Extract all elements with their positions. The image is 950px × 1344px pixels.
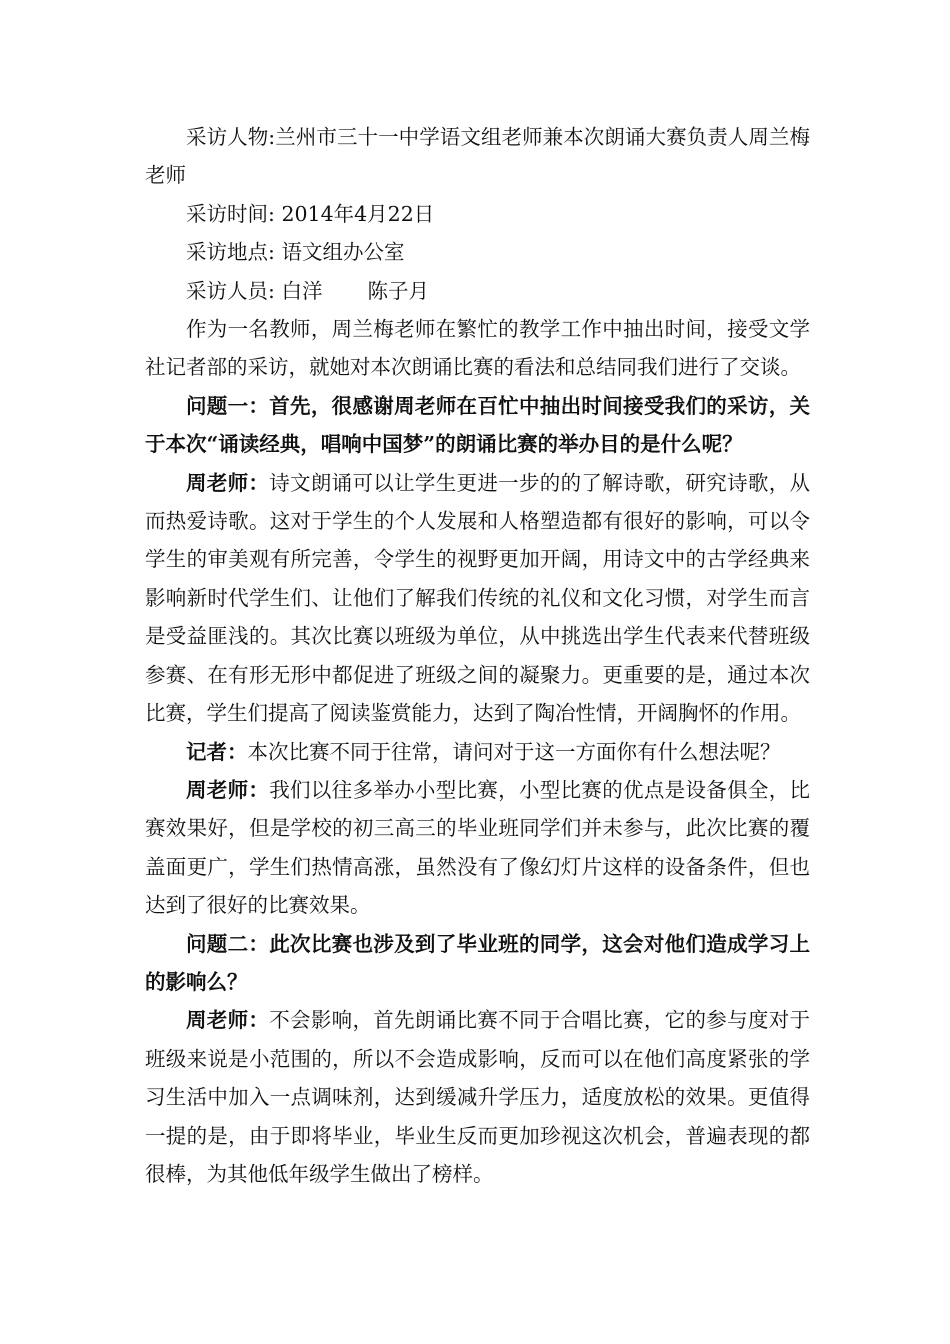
place-value: 语文组办公室 (281, 240, 405, 265)
staff-line (145, 272, 810, 310)
reporter-question (145, 733, 810, 771)
staff-member-2: 陈子月 (367, 278, 430, 303)
speaker-label: 记者： (186, 739, 248, 764)
answer-3 (145, 1001, 810, 1193)
speaker-label: 周老师： (186, 777, 270, 802)
intro-paragraph: 作为一名教师，周兰梅老师在繁忙的教学工作中抽出时间，接受文学社记者部的采访，就她对本次朗诵比赛的看法和总结同我们进行了交谈。 (145, 317, 810, 380)
time-value: 2014年4月22日 (281, 201, 435, 226)
question-2: 问题二：此次比赛也涉及到了毕业班的同学，这会对他们造成学习上的影响么？ (145, 931, 810, 994)
interviewee-label: 采访人物: (186, 125, 276, 149)
document-body (145, 118, 810, 1193)
question-1: 问题一：首先，很感谢周老师在百忙中抽出时间接受我们的采访，关于本次“诵读经典，唱响中国梦”的朗诵比赛的举办目的是什么呢？ (145, 393, 810, 457)
interviewee-value: 兰州市三十一中学语文组老师兼本次朗诵大赛负责人周兰梅老师 (145, 125, 810, 188)
speaker-label: 周老师： (186, 1008, 270, 1033)
staff-member-1: 白洋 (281, 278, 323, 303)
answer-text: 我们以往多举办小型比赛，小型比赛的优点是设备俱全，比赛效果好，但是学校的初三高三的毕业班同学们并未参与，此次比赛的覆盖面更广，学生们热情高涨，虽然没有了像幻灯片这样的设备条件，但也达到了很好的比赛效果。 (145, 777, 811, 918)
place-line (145, 233, 810, 271)
answer-2 (145, 771, 810, 925)
answer-1 (145, 464, 810, 733)
answer-text: 不会影响，首先朗诵比赛不同于合唱比赛，它的参与度对于班级来说是小范围的，所以不会造成影响，反而可以在他们高度紧张的学习生活中加入一点调味剂，达到缓减升学压力，适度放松的效果。更值得一提的是，由于即将毕业，毕业生反而更加珍视这次机会，普遍表现的都很棒，为其他低年级学生做出了榜样。 (145, 1008, 811, 1186)
staff-label: 采访人员: (186, 278, 275, 303)
place-label: 采访地点: (186, 240, 275, 265)
speaker-label: 周老师： (186, 470, 270, 495)
time-label: 采访时间: (186, 201, 275, 226)
answer-text: 诗文朗诵可以让学生更进一步的的了解诗歌，研究诗歌，从而热爱诗歌。这对于学生的个人发展和人格塑造都有很好的影响，可以令学生的审美观有所完善，令学生的视野更加开阔，用诗文中的古学经典来影响新时代学生们、让他们了解我们传统的礼仪和文化习惯，对学生而言是受益匪浅的。其次比赛以班级为单位，从中挑选出学生代表来代替班级参赛、在有形无形中都促进了班级之间的凝聚力。更重要的是，通过本次比赛，学生们提高了阅读鉴赏能力，达到了陶冶性情，开阔胸怀的作用。 (145, 470, 811, 726)
interviewee-line (145, 118, 810, 195)
question-text: 本次比赛不同于往常，请问对于这一方面你有什么想法呢？ (247, 739, 781, 764)
time-line (145, 195, 810, 233)
